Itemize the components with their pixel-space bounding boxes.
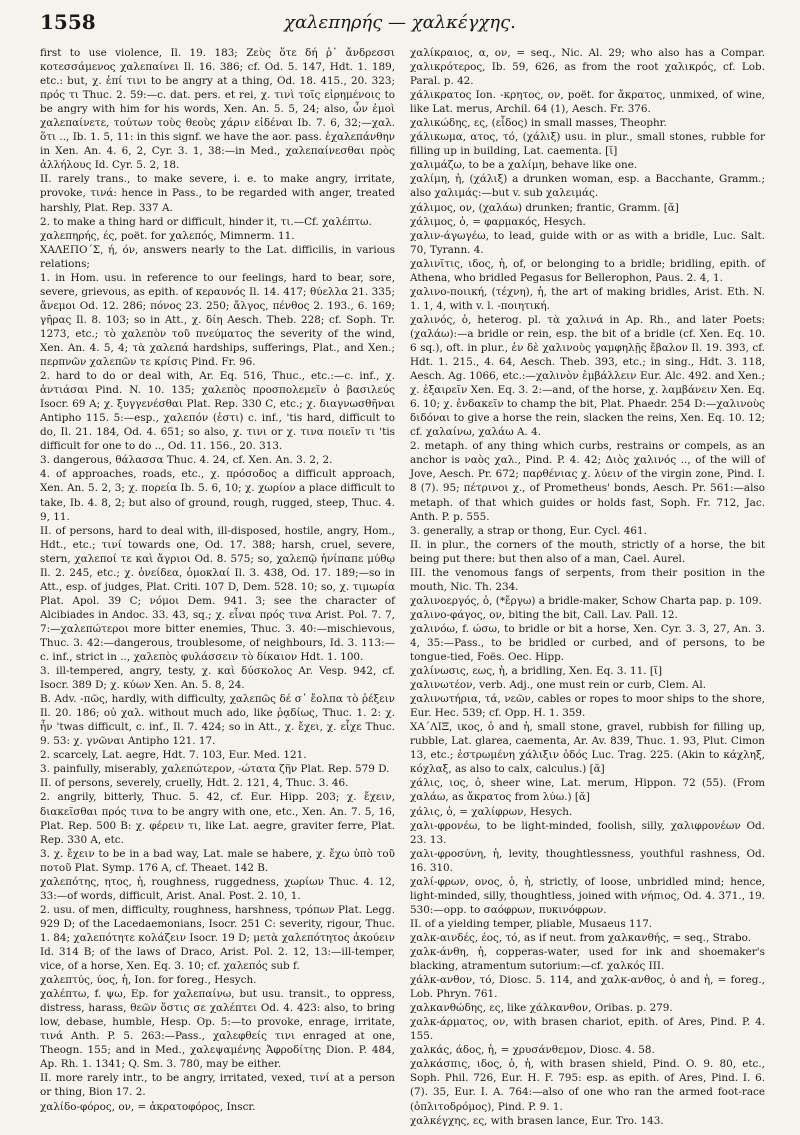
entry-paragraph: 2. metaph. of any thing which curbs, restrains or compels, as an anchor is ναὸς χαλ., Pind. P. 4. 42; Διὸς χαλινός .., of the will of Jove, Aesch. Pr. 672; παρθένιας χ. λύειν of the virgin zone, Pind. I. 8 (7). 95; πέτρινοι χ., of Prometheus' bonds, Aesch. Pr. 561:—also metaph. of that which guides or holds fast, Soph. Fr. 712, Jac. Anth. P. p. 555. [410, 440, 765, 523]
entry-paragraph: χαλκανθώδης, ες, like χάλκανθον, Oribas. p. 279. [410, 1002, 673, 1015]
entry-paragraph: χαλκάσπις, ιδος, ὁ, ἡ, with brasen shield, Pind. O. 9. 80, etc., Soph. Phil. 726, Eur. H. F. 795: esp. as epith. of Ares, Pind. I. 6. (7). 35, Eur. I. A. 764:—also of one who ran the armed foot-race (ὁπλιτοδρόμος), Pind. P. 9. 1. [410, 1058, 765, 1113]
entry-paragraph: χαλκ-άνθη, ἡ, copperas-water, used for ink and shoemaker's blacking, atramentum sutorium:—cf. χαλκός III. [410, 946, 765, 973]
entry-paragraph: 4. of approaches, roads, etc., χ. πρόσοδος a difficult approach, Xen. An. 5. 2, 3; χ. πορεία Ib. 5. 6, 10; χ. χωρίον a place difficult to take, Ib. 4. 8, 2; but also of ground, rough, rugged, steep, Thuc. 4. 9, 11. [40, 468, 395, 523]
entry-paragraph: ΧΑΛΕΠΟ´Σ, ή, όν, answers nearly to the Lat. difficilis, in various relations; [40, 243, 395, 270]
entry-paragraph: χάλιμος, ὁ, = φαρμακός, Hesych. [410, 215, 586, 228]
entry-paragraph: 3. dangerous, θάλασσα Thuc. 4. 24, cf. Xen. An. 3. 2, 2. [40, 454, 333, 467]
entry-paragraph: III. the venomous fangs of serpents, from their position in the mouth, Nic. Th. 234. [410, 566, 765, 593]
entry-paragraph: χαλκ-άρματος, ον, with brasen chariot, epith. of Ares, Pind. P. 4. 155. [410, 1016, 765, 1043]
entry-paragraph: χαλίκραιος, α, ον, = seq., Nic. Al. 29; who also has a Compar. χαλικρότερος, Ib. 59, 626, as from the root χαλικρός, cf. Lob. Paral. p. 42. [410, 47, 765, 88]
entry-paragraph: 2. scarcely, Lat. aegre, Hdt. 7. 103, Eur. Med. 121. [40, 749, 307, 762]
entry-paragraph: χαλκέγχης, ες, with brasen lance, Eur. Tro. 143. [410, 1114, 664, 1127]
entry-paragraph: χαλιμάζω, to be a χαλίμη, behave like one. [410, 159, 638, 172]
right-column [410, 46, 765, 1127]
entry-paragraph: II. in plur., the corners of the mouth, strictly of a horse, the bit being put there: but then also of a man, Cael. Aurel. [410, 538, 765, 565]
entry-paragraph: 3. ill-tempered, angry, testy, χ. καὶ δύσκολος Ar. Vesp. 942, cf. Isocr. 389 D; χ. κύων Xen. An. 5. 8, 24. [40, 665, 395, 692]
entry-paragraph: χαλινωτέον, verb. Adj., one must rein or curb, Clem. Al. [410, 679, 707, 692]
entry-paragraph: 2. angrily, bitterly, Thuc. 5. 42, cf. Eur. Hipp. 203; χ. ἔχειν, διακεῖσθαι πρός τινα to be angry with one, etc., Xen. An. 7. 5, 16, Plat. Rep. 500 B: χ. φέρειν τι, like Lat. aegre, graviter ferre, Plat. Rep. 330 A, etc. [40, 791, 395, 846]
entry-paragraph: χαλινο-φάγος, ον, biting the bit, Call. Lav. Pall. 12. [410, 608, 678, 621]
entry-paragraph: χάλκ-ανθον, τό, Diosc. 5. 114, and χαλκ-ανθος, ὁ and ἡ, = foreg., Lob. Phryn. 761. [410, 974, 765, 1001]
entry-paragraph: χάλις, ιος, ὁ, sheer wine, Lat. merum, Hippon. 72 (55). (From χαλάω, as ἄκρατος from λύω.) [ᾰ] [410, 777, 765, 804]
entry-paragraph: ΧΑ´ΛΙΞ, ικος, ὁ and ἡ, small stone, gravel, rubbish for filling up, rubble, Lat. glarea, caementa, Ar. Av. 839, Thuc. 1. 93, Plut. Cimon 13, etc.; ἐστρωμένη χάλιξιν ὁδός Luc. Trag. 225. (Akin to κάχληξ, κόχλαξ, as also to calx, calculus.) [ᾰ] [410, 721, 765, 776]
entry-paragraph: χαλινωτήρια, τά, νεῶν, cables or ropes to moor ships to the shore, Eur. Hec. 539; cf. Opp. H. 1. 359. [410, 693, 765, 720]
entry-paragraph: 1. in Hom. usu. in reference to our feelings, hard to bear, sore, severe, grievous, as epith. of κεραυνός Il. 14. 417; θύελλα 21. 335; ἄνεμοι Od. 12. 286; πόνος 23. 250; ἄλγος, πένθος 2. 193., 6. 169; γῆρας Il. 8. 103; so in Att., χ. δίη Aesch. Theb. 228; cf. Soph. Tr. 1273, etc.; τὸ χαλεπὸν τοῦ πνεύματος the severity of the wind, Xen. An. 4. 5, 4; τὰ χαλεπά hardships, sufferings, Plat., and Xen.; περπνῶν χαλεπῶν τε κρίσις Pind. Fr. 96. [40, 271, 395, 369]
running-head: χαλεπηρής — χαλκέγχης. [284, 12, 516, 33]
entry-paragraph: χαλί-φρων, ονος, ὁ, ἡ, strictly, of loose, unbridled mind; hence, light-minded, silly, thoughtless, joined with νήπιος, Od. 4. 371., 19. 530:—opp. to σαόφρων, πυκινόφρων. [410, 875, 765, 916]
entry-paragraph: χαλινός, ὁ, heterog. pl. τὰ χαλινά in Ap. Rh., and later Poets: (χαλάω):—a bridle or rein, esp. the bit of a bridle (cf. Xen. Eq. 10. 6 sq.), oft. in plur., ἐν δὲ χαλινοὺς γαμφηλῇς ἔβαλον Il. 19. 393, cf. Hdt. 1. 215., 4. 64, Aesch. Theb. 393, etc.; in sing., Hdt. 3. 118, Aesch. Ag. 1066, etc.:—χαλινὸν ἐμβάλλειν Eur. Alc. 492. and Xen.; χ. ἐξαιρεῖν Xen. Eq. 3. 2:—and, of the horse, χ. λαμβάνειν Xen. Eq. 6. 10; χ. ἐνδακεῖν to champ the bit, Plat. Phaedr. 254 D:—χαλινοὺς διδόναι to give a horse the rein, slacken the reins, Xen. Eq. 10. 12; cf. χαλαίνω, χαλάω A. 4. [410, 313, 765, 439]
page-number: 1558 [40, 10, 96, 34]
entry-paragraph: II. of a yielding temper, pliable, Musaeus 117. [410, 917, 653, 930]
entry-paragraph: II. more rarely intr., to be angry, irritated, vexed, τινί at a person or thing, Bion 17. 2. [40, 1072, 395, 1099]
entry-paragraph: 2. hard to do or deal with, Ar. Eq. 516, Thuc., etc.:—c. inf., χ. ἀντιάσαι Pind. N. 10. 135; χαλεπὸς προσπολεμεῖν ὁ βασιλεύς Isocr. 69 A; χ. ξυγγενέσθαι Plat. Rep. 330 C, etc.; χ. διαγνωσθῆναι Antipho 115. 5:—esp., χαλεπόν (ἐστι) c. inf., 'tis hard, difficult to do, Il. 21. 184, Od. 4. 651; so also, χ. τινι or χ. τινα ποιεῖν τι 'tis difficult for one to do .., Od. 11. 156., 20. 313. [40, 370, 395, 453]
entry-paragraph: 3. painfully, miserably, χαλεπώτερον, -ώτατα ζῆν Plat. Rep. 579 D. [40, 763, 390, 776]
entry-paragraph: χαλινο-ποιική, (τέχνη), ἡ, the art of making bridles, Arist. Eth. N. 1. 1, 4, with v. l. -ποιητική. [410, 285, 765, 312]
entry-paragraph: χαλινοεργός, ὁ, (*ἔργω) a bridle-maker, Schow Charta pap. p. 109. [410, 594, 762, 607]
entry-paragraph: χαλι-φροσύνη, ἡ, levity, thoughtlessness, youthful rashness, Od. 16. 310. [410, 847, 765, 874]
left-column [40, 46, 395, 1116]
entry-paragraph: χαλεπτύς, ύος, ἡ, Ion. for foreg., Hesych. [40, 974, 257, 987]
entry-paragraph: χάλικρατος Ion. -κρητος, ον, poët. for ἄκρατος, unmixed, of wine, like Lat. merus, Archil. 64 (1), Aesch. Fr. 376. [410, 89, 765, 116]
entry-paragraph: χαλκ-αινδές, έος, τό, as if neut. from χαλκανθής, = seq., Strabo. [410, 931, 752, 944]
entry-paragraph: χαλίμη, ἡ, (χάλιξ) a drunken woman, esp. a Bacchante, Gramm.; also χαλιμάς:—but v. sub χαλειμάς. [410, 173, 765, 200]
entry-paragraph: first to use violence, Il. 19. 183; Ζεὺς ὅτε δή ῥ᾽ ἄνδρεσσι κοτεσσάμενος χαλεπαίνει Il. 16. 386; cf. Od. 5. 147, Hdt. 1. 189, etc.: but, χ. ἐπί τινι to be angry at a thing, Od. 18. 415., 20. 323; πρός τι Thuc. 2. 59:—c. dat. pers. et rei, χ. τινὶ τοῖς εἰρημένοις to be angry with him for his words, Xen. An. 5. 5, 24; also, ὧν ἐμοὶ χαλεπαίνετε, τούτων τοὺς θεοὺς χάριν εἰδέναι Ib. 7. 6, 32;—χαλ. ὅτι .., Ib. 1. 5, 11: in this signf. we have the aor. pass. ἐχαλεπάνθην in Xen. An. 4. 6, 2, Cyr. 3. 1, 38:—in Med., χαλεπαίνεσθαι πρὸς ἀλλήλους Id. Cyr. 5. 2, 18. [40, 47, 395, 172]
entry-paragraph: χάλιμος, ον, (χαλάω) drunken; frantic, Gramm. [ᾰ] [410, 201, 679, 214]
entry-paragraph: χαλινῖτις, ιδος, ἡ, of, or belonging to a bridle; bridling, epith. of Athena, who bridled Pegasus for Bellerophon, Paus. 2. 4, 1. [410, 257, 765, 284]
entry-paragraph: χαλεπότης, ητος, ἡ, roughness, ruggedness, χωρίων Thuc. 4. 12, 33:—of words, difficult, Arist. Anal. Post. 2. 10, 1. [40, 875, 395, 902]
entry-paragraph: II. of persons, hard to deal with, ill-disposed, hostile, angry, Hom., Hdt., etc.; τινί towards one, Od. 17. 388; harsh, cruel, severe, stern, χαλεποί τε καὶ ἄγριοι Od. 8. 575; so, χαλεπῷ ἠνίπαπε μύθῳ Il. 2. 245, etc.; χ. ὀνείδεα, ὁμοκλαί Il. 3. 438, Od. 17. 189;—so in Att., esp. of judges, Plat. Criti. 107 D, Dem. 528. 10; so, χ. τιμωρία Plat. Apol. 39 C; νόμοι Dem. 941. 3; see the character of Alcibiades in Andoc. 33. 43, sq.; χ. εἶναι πρός τινα Arist. Pol. 7. 7, 7:—χαλεπώτεροι more bitter enemies, Thuc. 3. 40:—mischievous, Thuc. 3. 42:—dangerous, troublesome, of neighbours, Id. 3. 113:—c. inf., strict in .., χαλεπὸς φυλάσσειν τὸ δίκαιον Hdt. 1. 100. [40, 524, 395, 664]
entry-paragraph: II. of persons, severely, cruelly, Hdt. 2. 121, 4, Thuc. 3. 46. [40, 777, 349, 790]
entry-paragraph: χαλικώδης, ες, (εἶδος) in small masses, Theophr. [410, 117, 667, 130]
entry-paragraph: B. Adv. -πῶς, hardly, with difficulty, χαλεπῶς δέ σ᾽ ἔολπα τὸ ῥέξειν Il. 20. 186; οὐ χαλ. without much ado, like ῥᾳδίως, Thuc. 1. 2: χ. ἦν 'twas difficult, c. inf., Il. 7. 424; so in Att., χ. ἔχει, χ. εἶχε Thuc. 9. 53: χ. γνῶναι Antipho 121. 17. [40, 693, 395, 748]
page-header [40, 10, 760, 40]
entry-paragraph: 2. to make a thing hard or difficult, hinder it, τι.—Cf. χαλέπτω. [40, 215, 372, 228]
entry-paragraph: χαλκάς, άδος, ἡ, = χρυσάνθεμον, Diosc. 4. 58. [410, 1044, 655, 1057]
entry-paragraph: χαλεπηρής, ές, poët. for χαλεπός, Mimnerm. 11. [40, 229, 295, 242]
entry-paragraph: χαλίδο-φόρος, ον, = ἀκρατοφόρος, Inscr. [40, 1100, 256, 1113]
entry-paragraph: χαλέπτω, f. ψω, Ep. for χαλεπαίνω, but usu. transit., to oppress, distress, harass, θεῶν ὅστις σε χαλέπτει Od. 4. 423: also, to bring low, debase, humble, Hesp. Op. 5:—to provoke, enrage, irritate, τινά Anth. P. 5. 263:—Pass., χαλεφθείς τινι enraged at one, Theogn. 155; and in Med., χαλεψαμένης Ἀφροδίτης Dion. P. 484, Ap. Rh. 1. 1341; Q. Sm. 3. 780, may be either. [40, 988, 395, 1071]
entry-paragraph: 2. usu. of men, difficulty, roughness, harshness, τρόπων Plat. Legg. 929 D; of the Lacedaemonians, Isocr. 251 C: severity, rigour, Thuc. 1. 84; χαλεπότητε κολάζειν Isocr. 19 D; μετὰ χαλεπότητος ἀκούειν Id. 314 B; of the laws of Draco, Arist. Pol. 2. 12, 13:—ill-temper, vice, of a horse, Xen. Eq. 3. 10; cf. χαλεπός sub f. [40, 903, 395, 973]
text-columns [40, 46, 765, 1127]
entry-paragraph: 3. χ. ἔχειν to be in a bad way, Lat. male se habere, χ. ἔχω ὑπὸ τοῦ ποτοῦ Plat. Symp. 176 A, cf. Theaet. 142 B. [40, 847, 395, 874]
entry-paragraph: χαλινόω, f. ώσω, to bridle or bit a horse, Xen. Cyr. 3. 3, 27, An. 3. 4, 35:—Pass., to be bridled or curbed, and of persons, to be tongue-tied, Foës. Oec. Hipp. [410, 622, 765, 664]
entry-paragraph: 3. generally, a strap or thong, Eur. Cycl. 461. [410, 524, 647, 537]
entry-paragraph: χαλίνωσις, εως, ἡ, a bridling, Xen. Eq. 3. 11. [ῐ] [410, 665, 663, 678]
entry-paragraph: II. rarely trans., to make severe, i. e. to make angry, irritate, provoke, τινά: hence in Pass., to be regarded with anger, treated harshly, Plat. Rep. 337 A. [40, 173, 395, 214]
entry-paragraph: χάλις, ὁ, = χαλίφρων, Hesych. [410, 805, 573, 818]
entry-paragraph: χαλιν-άγωγέω, to lead, guide with or as with a bridle, Luc. Salt. 70, Tyrann. 4. [410, 229, 765, 256]
entry-paragraph: χάλικωμα, ατος, τό, (χάλιξ) usu. in plur., small stones, rubble for filling up in building, Lat. caementa. [ῐ] [410, 131, 765, 158]
entry-paragraph: χαλι-φρονέω, to be light-minded, foolish, silly, χαλιφρονέων Od. 23. 13. [410, 819, 765, 846]
